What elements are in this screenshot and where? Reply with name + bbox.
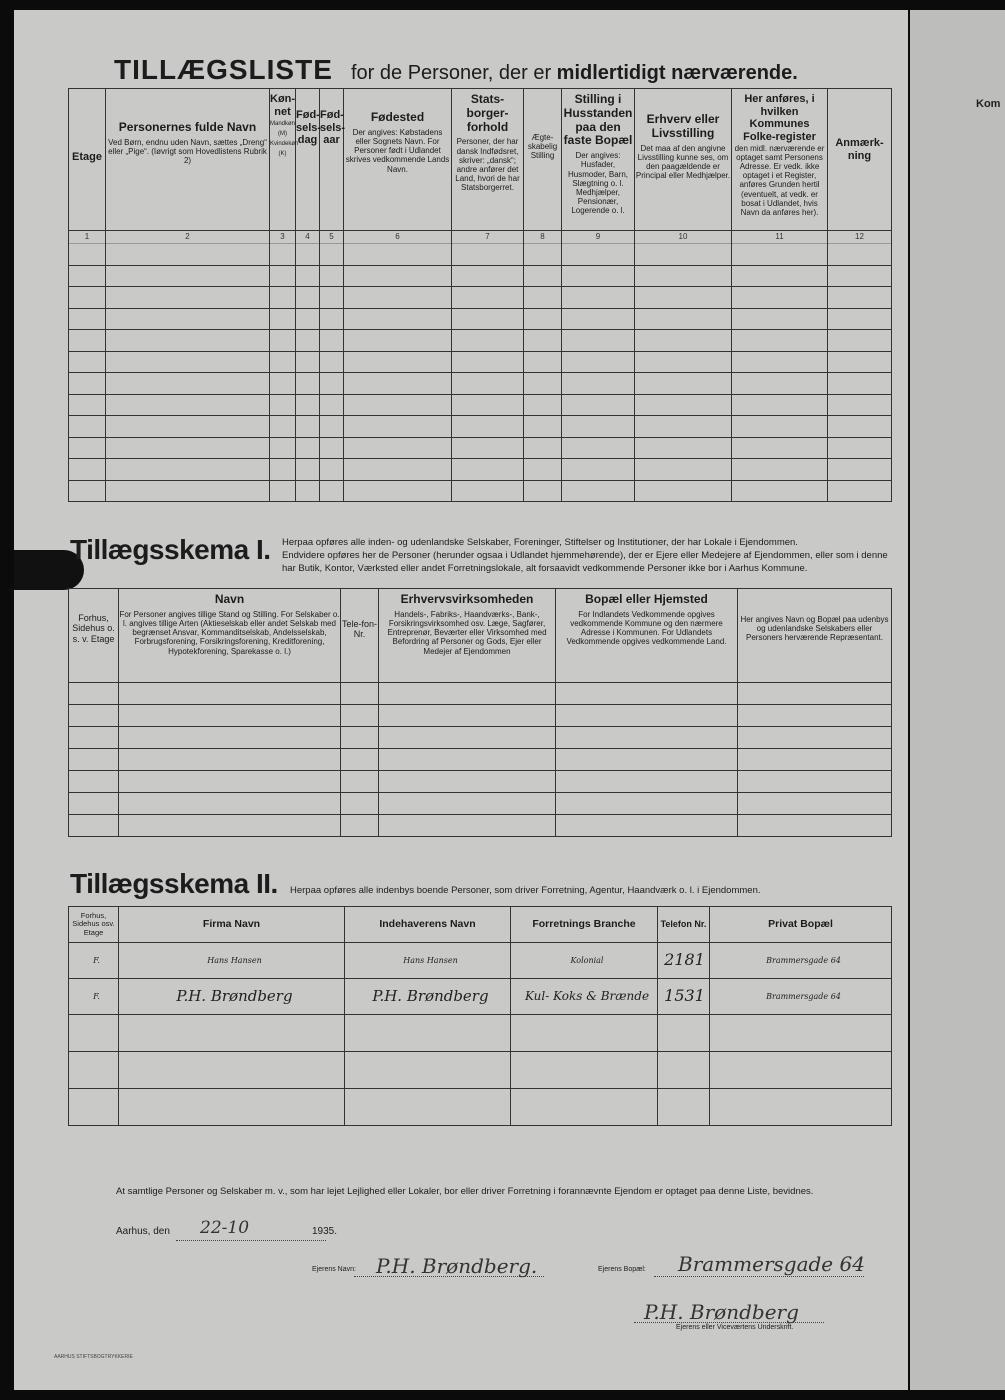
empty-cell	[69, 437, 106, 459]
empty-cell	[69, 244, 106, 266]
empty-cell	[524, 416, 562, 438]
empty-cell	[344, 459, 452, 481]
empty-cell	[270, 437, 296, 459]
empty-cell	[119, 683, 341, 705]
empty-cell	[106, 308, 270, 330]
schema1-table	[68, 588, 892, 837]
empty-cell	[635, 351, 732, 373]
empty-cell	[119, 1052, 345, 1089]
empty-cell	[296, 351, 320, 373]
empty-cell	[270, 244, 296, 266]
empty-cell	[828, 394, 892, 416]
empty-cell	[106, 459, 270, 481]
s1-col-phone: Tele-fon-Nr.	[341, 589, 379, 683]
empty-cell	[320, 437, 344, 459]
empty-cell	[344, 437, 452, 459]
empty-cell	[296, 287, 320, 309]
empty-cell	[69, 373, 106, 395]
empty-cell	[452, 244, 524, 266]
branch-cell: Kul- Koks & Brænde	[511, 979, 658, 1015]
empty-cell	[69, 265, 106, 287]
empty-cell	[69, 459, 106, 481]
col-etage: Etage	[69, 89, 106, 231]
s2-col-firm: Firma Navn	[119, 907, 345, 943]
empty-cell	[106, 244, 270, 266]
col-register: Her anføres, i hvilken Kommunes Folke-register den midl. nærværende er optaget samt Personens Adresse. Er vedk. ikke optaget i et Register, anføres Grunden hertil (eventuelt, at vedk. er bosat i Udlandet, hvis Navn da anføres her).	[732, 89, 828, 231]
empty-cell	[270, 351, 296, 373]
date-value: 22-10	[200, 1218, 250, 1238]
empty-cell	[828, 373, 892, 395]
empty-cell	[556, 793, 738, 815]
empty-cell	[658, 1015, 710, 1052]
empty-cell	[524, 308, 562, 330]
col-household: Stilling i Husstanden paa den faste Bopæl Der angives: Husfader, Husmoder, Barn, Slægtning o. l. Medhjælper, Pensionær, Logerende o. l.	[562, 89, 635, 231]
empty-cell	[452, 437, 524, 459]
phone-cell: 2181	[658, 943, 710, 979]
owner-address-value: Brammersgade 64	[678, 1252, 865, 1276]
empty-cell	[344, 330, 452, 352]
empty-cell	[119, 771, 341, 793]
signature-label: Ejerens eller Viceværtens Underskrift.	[676, 1324, 794, 1331]
empty-cell	[738, 727, 892, 749]
empty-cell	[296, 459, 320, 481]
empty-row	[69, 308, 892, 330]
col-citizenship: Stats-borger-forhold Personer, der har dansk Indfødsret, skriver: „dansk“; andre anfører det Land, hvori de har Statsborgerret.	[452, 89, 524, 231]
empty-cell	[119, 749, 341, 771]
empty-cell	[524, 373, 562, 395]
owner-name-label: Ejerens Navn:	[312, 1266, 356, 1273]
empty-cell	[106, 287, 270, 309]
empty-cell	[69, 480, 106, 502]
empty-cell	[828, 351, 892, 373]
empty-cell	[106, 394, 270, 416]
empty-cell	[379, 771, 556, 793]
empty-cell	[635, 416, 732, 438]
schema1-title: Tillægsskema I.	[70, 534, 271, 565]
document-page	[14, 10, 908, 1390]
empty-cell	[828, 330, 892, 352]
empty-cell	[635, 394, 732, 416]
empty-cell	[732, 287, 828, 309]
empty-cell	[379, 793, 556, 815]
empty-cell	[320, 459, 344, 481]
empty-cell	[320, 416, 344, 438]
schema2-empty-rows	[69, 1015, 892, 1126]
empty-cell	[69, 727, 119, 749]
empty-row	[69, 771, 892, 793]
empty-cell	[635, 437, 732, 459]
empty-cell	[562, 351, 635, 373]
empty-cell	[828, 480, 892, 502]
address-cell: Brammersgade 64	[710, 979, 892, 1015]
empty-cell	[270, 287, 296, 309]
etage-cell: F.	[69, 943, 119, 979]
empty-cell	[270, 394, 296, 416]
owner-signature: P.H. Brøndberg	[644, 1300, 799, 1324]
empty-cell	[379, 815, 556, 837]
col-marital: Ægte-skabelig Stilling	[524, 89, 562, 231]
empty-cell	[732, 373, 828, 395]
empty-cell	[296, 437, 320, 459]
empty-cell	[710, 1015, 892, 1052]
empty-cell	[270, 265, 296, 287]
empty-cell	[344, 480, 452, 502]
empty-cell	[296, 244, 320, 266]
empty-cell	[828, 459, 892, 481]
empty-cell	[320, 351, 344, 373]
empty-cell	[106, 373, 270, 395]
empty-cell	[119, 705, 341, 727]
table-row	[69, 943, 892, 979]
list-empty-rows	[69, 244, 892, 502]
empty-cell	[732, 330, 828, 352]
table-row	[69, 979, 892, 1015]
empty-cell	[524, 244, 562, 266]
empty-row	[69, 749, 892, 771]
empty-cell	[732, 308, 828, 330]
empty-cell	[452, 373, 524, 395]
empty-row	[69, 394, 892, 416]
printer-mark: AARHUS STIFTSBOGTRYKKERIE	[54, 1354, 133, 1360]
empty-cell	[732, 351, 828, 373]
phone-cell: 1531	[658, 979, 710, 1015]
empty-cell	[562, 330, 635, 352]
empty-cell	[270, 480, 296, 502]
schema1-text: Herpaa opføres alle inden- og udenlandske Selskaber, Foreninger, Stiftelser og Institutioner, der har Lokale i Ejendommen. Endvidere opføres her de Personer (herunder ogsaa i Udlandet hjemmehørende), der er Ejere eller Medejere af Ejendommen, eller som i denne har Butik, Kontor, Værksted eller andet Forretningslokale, alt forsaavidt vedkommende Personer ikke bor i Aarhus Kommune.	[282, 537, 888, 574]
empty-cell	[828, 244, 892, 266]
empty-cell	[511, 1089, 658, 1126]
col-birthplace: Fødested Der angives: Købstadens eller Sognets Navn. For Personer født i Udlandet skrives vedkommende Lands Navn.	[344, 89, 452, 231]
empty-cell	[379, 705, 556, 727]
empty-row	[69, 265, 892, 287]
empty-cell	[344, 308, 452, 330]
place-label: Aarhus, den	[116, 1226, 170, 1237]
etage-cell: F.	[69, 979, 119, 1015]
empty-cell	[635, 330, 732, 352]
branch-cell: Kolonial	[511, 943, 658, 979]
empty-cell	[738, 749, 892, 771]
empty-cell	[556, 727, 738, 749]
empty-row	[69, 437, 892, 459]
empty-cell	[452, 394, 524, 416]
empty-cell	[738, 771, 892, 793]
schema2-text: Herpaa opføres alle indenbys boende Personer, som driver Forretning, Agentur, Haandværk o. l. i Ejendommen.	[290, 885, 761, 896]
empty-cell	[732, 265, 828, 287]
empty-cell	[379, 683, 556, 705]
empty-cell	[828, 287, 892, 309]
empty-cell	[635, 244, 732, 266]
empty-cell	[320, 308, 344, 330]
empty-row	[69, 727, 892, 749]
col-name: Personernes fulde Navn Ved Børn, endnu uden Navn, sættes „Dreng“ eller „Pige“. (Iøvrigt som Hovedlistens Rubrik 2)	[106, 89, 270, 231]
empty-cell	[452, 416, 524, 438]
empty-cell	[345, 1089, 511, 1126]
empty-cell	[106, 330, 270, 352]
schema1-empty-rows	[69, 683, 892, 837]
empty-cell	[69, 416, 106, 438]
col-occupation: Erhverv eller Livsstilling Det maa af den angivne Livsstilling kunne ses, om den paagældende er Principal eller Medhjælper.	[635, 89, 732, 231]
owner-cell: P.H. Brøndberg	[345, 979, 511, 1015]
attestation-text: At samtlige Personer og Selskaber m. v., som har lejet Lejlighed eller Lokaler, bor eller driver Forretning i forannævnte Ejendom er optaget paa denne Liste, bevidnes.	[116, 1186, 814, 1197]
empty-cell	[524, 351, 562, 373]
adjacent-page	[910, 10, 1005, 1390]
list-table: Etage Personernes fulde Navn Ved Børn, endnu uden Navn, sættes „Dreng“ eller „Pige“. (Iøvrigt som Hovedlistens Rubrik 2) Køn-net Mandkøn (M) Kvindekøn (K) Fød-sels-dag Fød-sels-aar Fødested Der angives: Købstadens eller Sognets Navn. For Personer født i Udlandet skrives vedkommende Lands Navn. Stats-borger-forhold Personer, der har dansk Indfødsret, skriver: „dansk“; andre anfører det Land, hvori de har Statsborgerret. Ægte-skabelig Stilling Stilling i Husstanden paa den faste Bopæl Der angives: Husfader, Husmoder, Barn, Slægtning o. l. Medhjælper, Pensionær, Logerende o. l. Erhverv eller Livsstilling Det maa af den angivne Livsstilling kunne ses, om den paagældende er Principal eller Medhjælper. Her anføres, i hvilken Kommunes Folke-register den midl. nærværende er optaget samt Personens Adresse. Er vedk. ikke optaget i et Register, anføres Grunden hertil (eventuelt, at vedk. er bosat i Udlandet, hvis Navn da anføres her). Anmærk-ning 1 2 3 4 5 6 7 8 9 10 11 12	[68, 88, 892, 502]
empty-cell	[562, 265, 635, 287]
empty-cell	[562, 287, 635, 309]
empty-row	[69, 1015, 892, 1052]
empty-cell	[738, 683, 892, 705]
empty-cell	[524, 480, 562, 502]
empty-cell	[69, 793, 119, 815]
list-subtitle: for de Personer, der er midlertidigt nærværende.	[351, 62, 798, 84]
empty-cell	[524, 265, 562, 287]
empty-cell	[635, 459, 732, 481]
empty-cell	[452, 459, 524, 481]
empty-cell	[69, 351, 106, 373]
empty-cell	[320, 480, 344, 502]
empty-cell	[270, 459, 296, 481]
empty-cell	[828, 416, 892, 438]
empty-row	[69, 480, 892, 502]
empty-cell	[296, 265, 320, 287]
empty-cell	[106, 351, 270, 373]
empty-cell	[635, 287, 732, 309]
schema2-table	[68, 906, 892, 1126]
empty-cell	[69, 771, 119, 793]
empty-cell	[69, 1052, 119, 1089]
empty-cell	[345, 1052, 511, 1089]
empty-cell	[296, 373, 320, 395]
empty-cell	[710, 1052, 892, 1089]
empty-cell	[556, 749, 738, 771]
empty-cell	[345, 1015, 511, 1052]
empty-cell	[524, 330, 562, 352]
empty-cell	[452, 265, 524, 287]
owner-name-value: P.H. Brøndberg.	[376, 1254, 538, 1278]
empty-row	[69, 373, 892, 395]
empty-cell	[562, 416, 635, 438]
s1-col-representative: Her angives Navn og Bopæl paa udenbys og udenlandske Selskabers eller Personers herværende Repræsentant.	[738, 589, 892, 683]
empty-cell	[69, 330, 106, 352]
empty-cell	[635, 480, 732, 502]
empty-cell	[732, 459, 828, 481]
empty-cell	[658, 1089, 710, 1126]
empty-cell	[119, 727, 341, 749]
empty-cell	[106, 265, 270, 287]
empty-cell	[732, 244, 828, 266]
empty-cell	[69, 1015, 119, 1052]
empty-cell	[119, 1089, 345, 1126]
schema2-title: Tillægsskema II.	[70, 868, 278, 899]
s2-col-owner: Indehaverens Navn	[345, 907, 511, 943]
empty-cell	[341, 705, 379, 727]
empty-cell	[732, 416, 828, 438]
empty-cell	[69, 308, 106, 330]
empty-row	[69, 287, 892, 309]
empty-cell	[732, 394, 828, 416]
empty-cell	[344, 351, 452, 373]
empty-cell	[119, 793, 341, 815]
empty-cell	[562, 308, 635, 330]
year-value: 1935.	[312, 1226, 338, 1237]
empty-cell	[452, 351, 524, 373]
empty-cell	[296, 394, 320, 416]
empty-cell	[320, 394, 344, 416]
empty-cell	[341, 771, 379, 793]
empty-cell	[296, 330, 320, 352]
empty-cell	[69, 394, 106, 416]
empty-cell	[524, 394, 562, 416]
owner-address-label: Ejerens Bopæl:	[598, 1266, 646, 1273]
s1-col-etage: Forhus, Sidehus o. s. v. Etage	[69, 589, 119, 683]
empty-cell	[452, 308, 524, 330]
empty-cell	[344, 373, 452, 395]
empty-cell	[524, 459, 562, 481]
empty-cell	[341, 749, 379, 771]
firm-cell: P.H. Brøndberg	[119, 979, 345, 1015]
empty-cell	[69, 705, 119, 727]
s1-col-business: Erhvervsvirksomheden Handels-, Fabriks-, Haandværks-, Bank-, Forsikringsvirksomhed osv. Læge, Sagfører, Entreprenør, Beværter eller Virksomhed med Befordring af Personer og Gods, Ejer eller Medejer af Ejendommen	[379, 589, 556, 683]
empty-row	[69, 705, 892, 727]
empty-cell	[119, 815, 341, 837]
empty-cell	[341, 683, 379, 705]
empty-cell	[732, 437, 828, 459]
empty-cell	[379, 727, 556, 749]
empty-row	[69, 416, 892, 438]
empty-cell	[344, 287, 452, 309]
empty-cell	[69, 287, 106, 309]
empty-row	[69, 351, 892, 373]
empty-cell	[320, 287, 344, 309]
col-gender: Køn-net Mandkøn (M) Kvindekøn (K)	[270, 89, 296, 231]
empty-cell	[270, 330, 296, 352]
s2-col-etage: Forhus, Sidehus osv. Etage	[69, 907, 119, 943]
empty-cell	[738, 705, 892, 727]
empty-row	[69, 683, 892, 705]
empty-cell	[710, 1089, 892, 1126]
empty-cell	[556, 705, 738, 727]
empty-cell	[379, 749, 556, 771]
s1-col-address: Bopæl eller Hjemsted For Indlandets Vedkommende opgives vedkommende Kommune og den nærmere Adresse i Kommunen. For Udlandets Vedkommende opgives vedkommende Land.	[556, 589, 738, 683]
firm-cell: Hans Hansen	[119, 943, 345, 979]
empty-cell	[270, 416, 296, 438]
empty-cell	[556, 771, 738, 793]
empty-cell	[320, 244, 344, 266]
empty-cell	[452, 287, 524, 309]
empty-cell	[69, 815, 119, 837]
empty-cell	[738, 793, 892, 815]
empty-cell	[828, 265, 892, 287]
empty-cell	[320, 330, 344, 352]
empty-cell	[658, 1052, 710, 1089]
empty-cell	[119, 1015, 345, 1052]
empty-cell	[562, 437, 635, 459]
empty-cell	[106, 437, 270, 459]
empty-cell	[344, 394, 452, 416]
empty-cell	[341, 815, 379, 837]
empty-cell	[106, 480, 270, 502]
empty-cell	[562, 480, 635, 502]
col-birthday: Fød-sels-dag	[296, 89, 320, 231]
s2-col-address: Privat Bopæl	[710, 907, 892, 943]
empty-cell	[524, 437, 562, 459]
empty-cell	[344, 265, 452, 287]
empty-cell	[270, 308, 296, 330]
empty-row	[69, 1089, 892, 1126]
empty-cell	[69, 683, 119, 705]
empty-cell	[341, 727, 379, 749]
list-title: TILLÆGSLISTE	[114, 54, 333, 85]
empty-cell	[344, 416, 452, 438]
empty-cell	[562, 459, 635, 481]
s2-col-branch: Forretnings Branche	[511, 907, 658, 943]
empty-cell	[562, 373, 635, 395]
empty-cell	[556, 815, 738, 837]
empty-cell	[635, 373, 732, 395]
empty-cell	[296, 308, 320, 330]
empty-cell	[828, 437, 892, 459]
empty-row	[69, 793, 892, 815]
empty-cell	[106, 416, 270, 438]
empty-cell	[452, 480, 524, 502]
empty-row	[69, 244, 892, 266]
empty-cell	[511, 1015, 658, 1052]
address-cell: Brammersgade 64	[710, 943, 892, 979]
empty-cell	[270, 373, 296, 395]
empty-cell	[320, 265, 344, 287]
owner-cell: Hans Hansen	[345, 943, 511, 979]
empty-cell	[635, 308, 732, 330]
empty-cell	[511, 1052, 658, 1089]
empty-cell	[732, 480, 828, 502]
empty-cell	[562, 394, 635, 416]
s1-col-name: Navn For Personer angives tillige Stand og Stilling. For Selskaber o. l. angives tillige Arten (Aktieselskab eller andet Selskab med begrænset Ansvar, Kommanditselskab, Andelsselskab, Forbrugsforening, Forsikringsforening, Kreditforening, Hypotekforening, Sparekasse o. l.)	[119, 589, 341, 683]
empty-row	[69, 815, 892, 837]
empty-cell	[69, 1089, 119, 1126]
empty-cell	[296, 416, 320, 438]
empty-cell	[69, 749, 119, 771]
empty-cell	[828, 308, 892, 330]
empty-cell	[344, 244, 452, 266]
empty-cell	[524, 287, 562, 309]
empty-cell	[738, 815, 892, 837]
col-birthyear: Fød-sels-aar	[320, 89, 344, 231]
empty-cell	[635, 265, 732, 287]
empty-cell	[320, 373, 344, 395]
empty-cell	[562, 244, 635, 266]
adjacent-page-text: Kom	[976, 98, 1001, 110]
empty-row	[69, 1052, 892, 1089]
empty-row	[69, 330, 892, 352]
s2-col-phone: Telefon Nr.	[658, 907, 710, 943]
empty-row	[69, 459, 892, 481]
empty-cell	[556, 683, 738, 705]
empty-cell	[341, 793, 379, 815]
col-remark: Anmærk-ning	[828, 89, 892, 231]
empty-cell	[452, 330, 524, 352]
empty-cell	[296, 480, 320, 502]
